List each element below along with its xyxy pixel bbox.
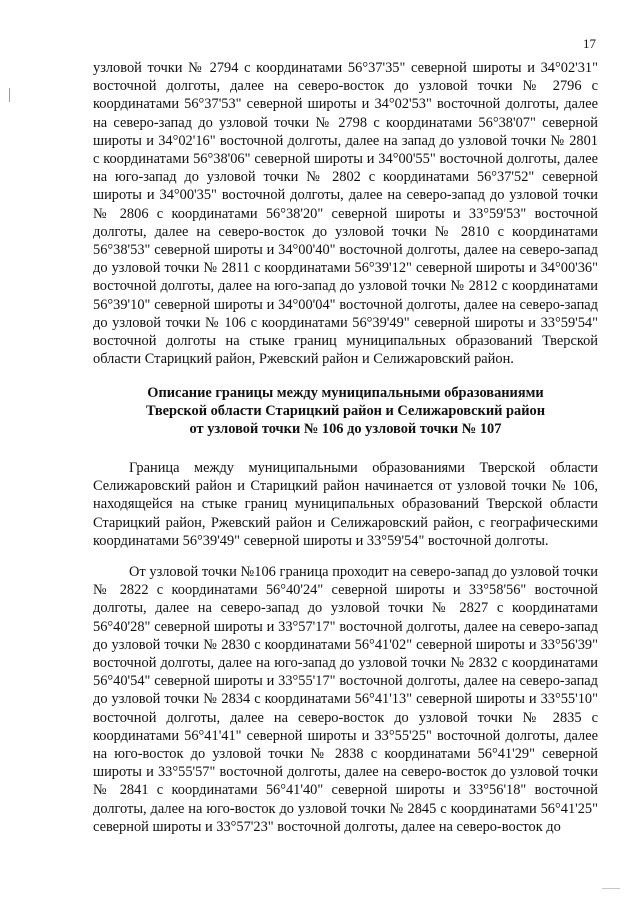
section-heading-line-2: Тверской области Старицкий район и Селижаровский район (145, 403, 545, 420)
page-number: 17 (583, 36, 596, 51)
section-heading-line-3: от узловой точки № 106 до узловой точки № 107 (189, 421, 502, 438)
section-heading-line-1: Описание границы между муниципальными образованиями (147, 385, 544, 401)
paragraph-intro: Граница между муниципальными образованиями Тверской области Селижаровский район и Старицкий район начинается от узловой точки № 106, находящейся на стыке границ муниципальных образований Тверской области Старицкий район, Ржевский район и Селижаровский район, с географическими координатами 56°39'49" северной широты и 33°59'54" восточной долготы. (93, 460, 598, 549)
scan-artifact-bottom (602, 888, 620, 889)
section-heading (93, 384, 598, 439)
paragraph-continuation: узловой точки № 2794 с координатами 56°37'35" северной широты и 34°02'31" восточной долготы, далее на северо-восток до узловой точки № 2796 с координатами 56°37'53" северной широты и 34°02'53" восточной долготы, далее на северо-запад до узловой точки № 2798 с координатами 56°38'07" северной широты и 34°02'16" восточной долготы, далее на запад до узловой точки № 2801 с координатами 56°38'06" северной широты и 34°00'55" восточной долготы, далее на юго-запад до узловой точки № 2802 с координатами 56°37'52" северной широты и 34°00'35" восточной долготы, далее на северо-запад до узловой точки № 2806 с координатами 56°38'20" северной широты и 33°59'53" восточной долготы, далее на северо-восток до узловой точки № 2810 с координатами 56°38'53" северной широты и 34°00'40" восточной долготы, далее на северо-запад до узловой точки № 2811 с координатами 56°39'12" северной широты и 34°00'36" восточной долготы, далее на юго-запад до узловой точки № 2812 с координатами 56°39'10" северной широты и 34°00'04" восточной долготы, далее на северо-запад до узловой точки № 106 с координатами 56°39'49" северной широты и 33°59'54" восточной долготы на стыке границ муниципальных образований Тверской области Старицкий район, Ржевский район и Селижаровский район. (93, 60, 598, 368)
scan-artifact (9, 88, 10, 102)
paragraph-route: От узловой точки №106 граница проходит на северо-запад до узловой точки № 2822 с координатами 56°40'24" северной широты и 33°58'56" восточной долготы, далее на северо-запад до узловой точки № 2827 с координатами 56°40'28" северной широты и 33°57'17" восточной долготы, далее на северо-запад до узловой точки № 2830 с координатами 56°41'02" северной широты и 33°56'39" восточной долготы, далее на юго-запад до узловой точки № 2832 с координатами 56°40'54" северной широты и 33°55'17" восточной долготы, далее на северо-запад до узловой точки № 2834 с координатами 56°41'13" северной широты и 33°55'10" восточной долготы, далее на северо-восток до узловой точки № 2835 с координатами 56°41'41" северной широты и 33°55'25" восточной долготы, далее на юго-восток до узловой точки № 2838 с координатами 56°41'29" северной широты и 33°55'57" восточной долготы, далее на северо-восток до узловой точки № 2841 с координатами 56°41'40" северной широты и 33°56'18" восточной долготы, далее на юго-восток до узловой точки № 2845 с координатами 56°41'25" северной широты и 33°57'23" восточной долготы, далее на северо-восток до (93, 564, 598, 835)
